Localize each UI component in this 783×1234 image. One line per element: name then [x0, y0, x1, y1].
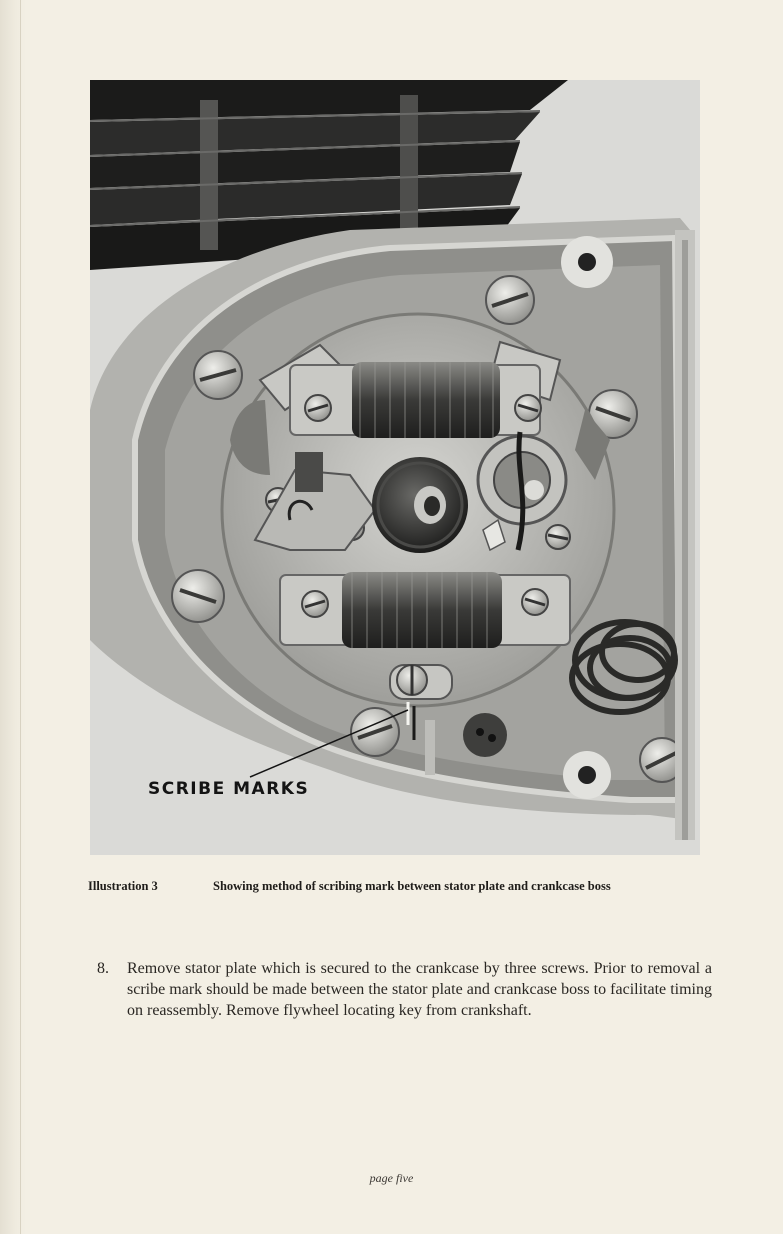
page-binding-edge: [0, 0, 26, 1234]
step-text: Remove stator plate which is secured to the crankcase by three screws. Prior to removal a scribe mark should be made between the stator plate and crankcase boss to facilitate timing on reassembly. Remove flywheel locating key from crankshaft.: [127, 960, 712, 1019]
instruction-step: [97, 958, 712, 1021]
scribe-marks-label: SCRIBE MARKS: [148, 779, 310, 799]
stator-plate-photo: [90, 80, 700, 855]
caption-text: Showing method of scribing mark between stator plate and crankcase boss: [213, 879, 611, 893]
caption-number: Illustration 3: [88, 879, 158, 893]
page-number: page five: [369, 1171, 414, 1185]
step-number: 8.: [97, 960, 109, 977]
